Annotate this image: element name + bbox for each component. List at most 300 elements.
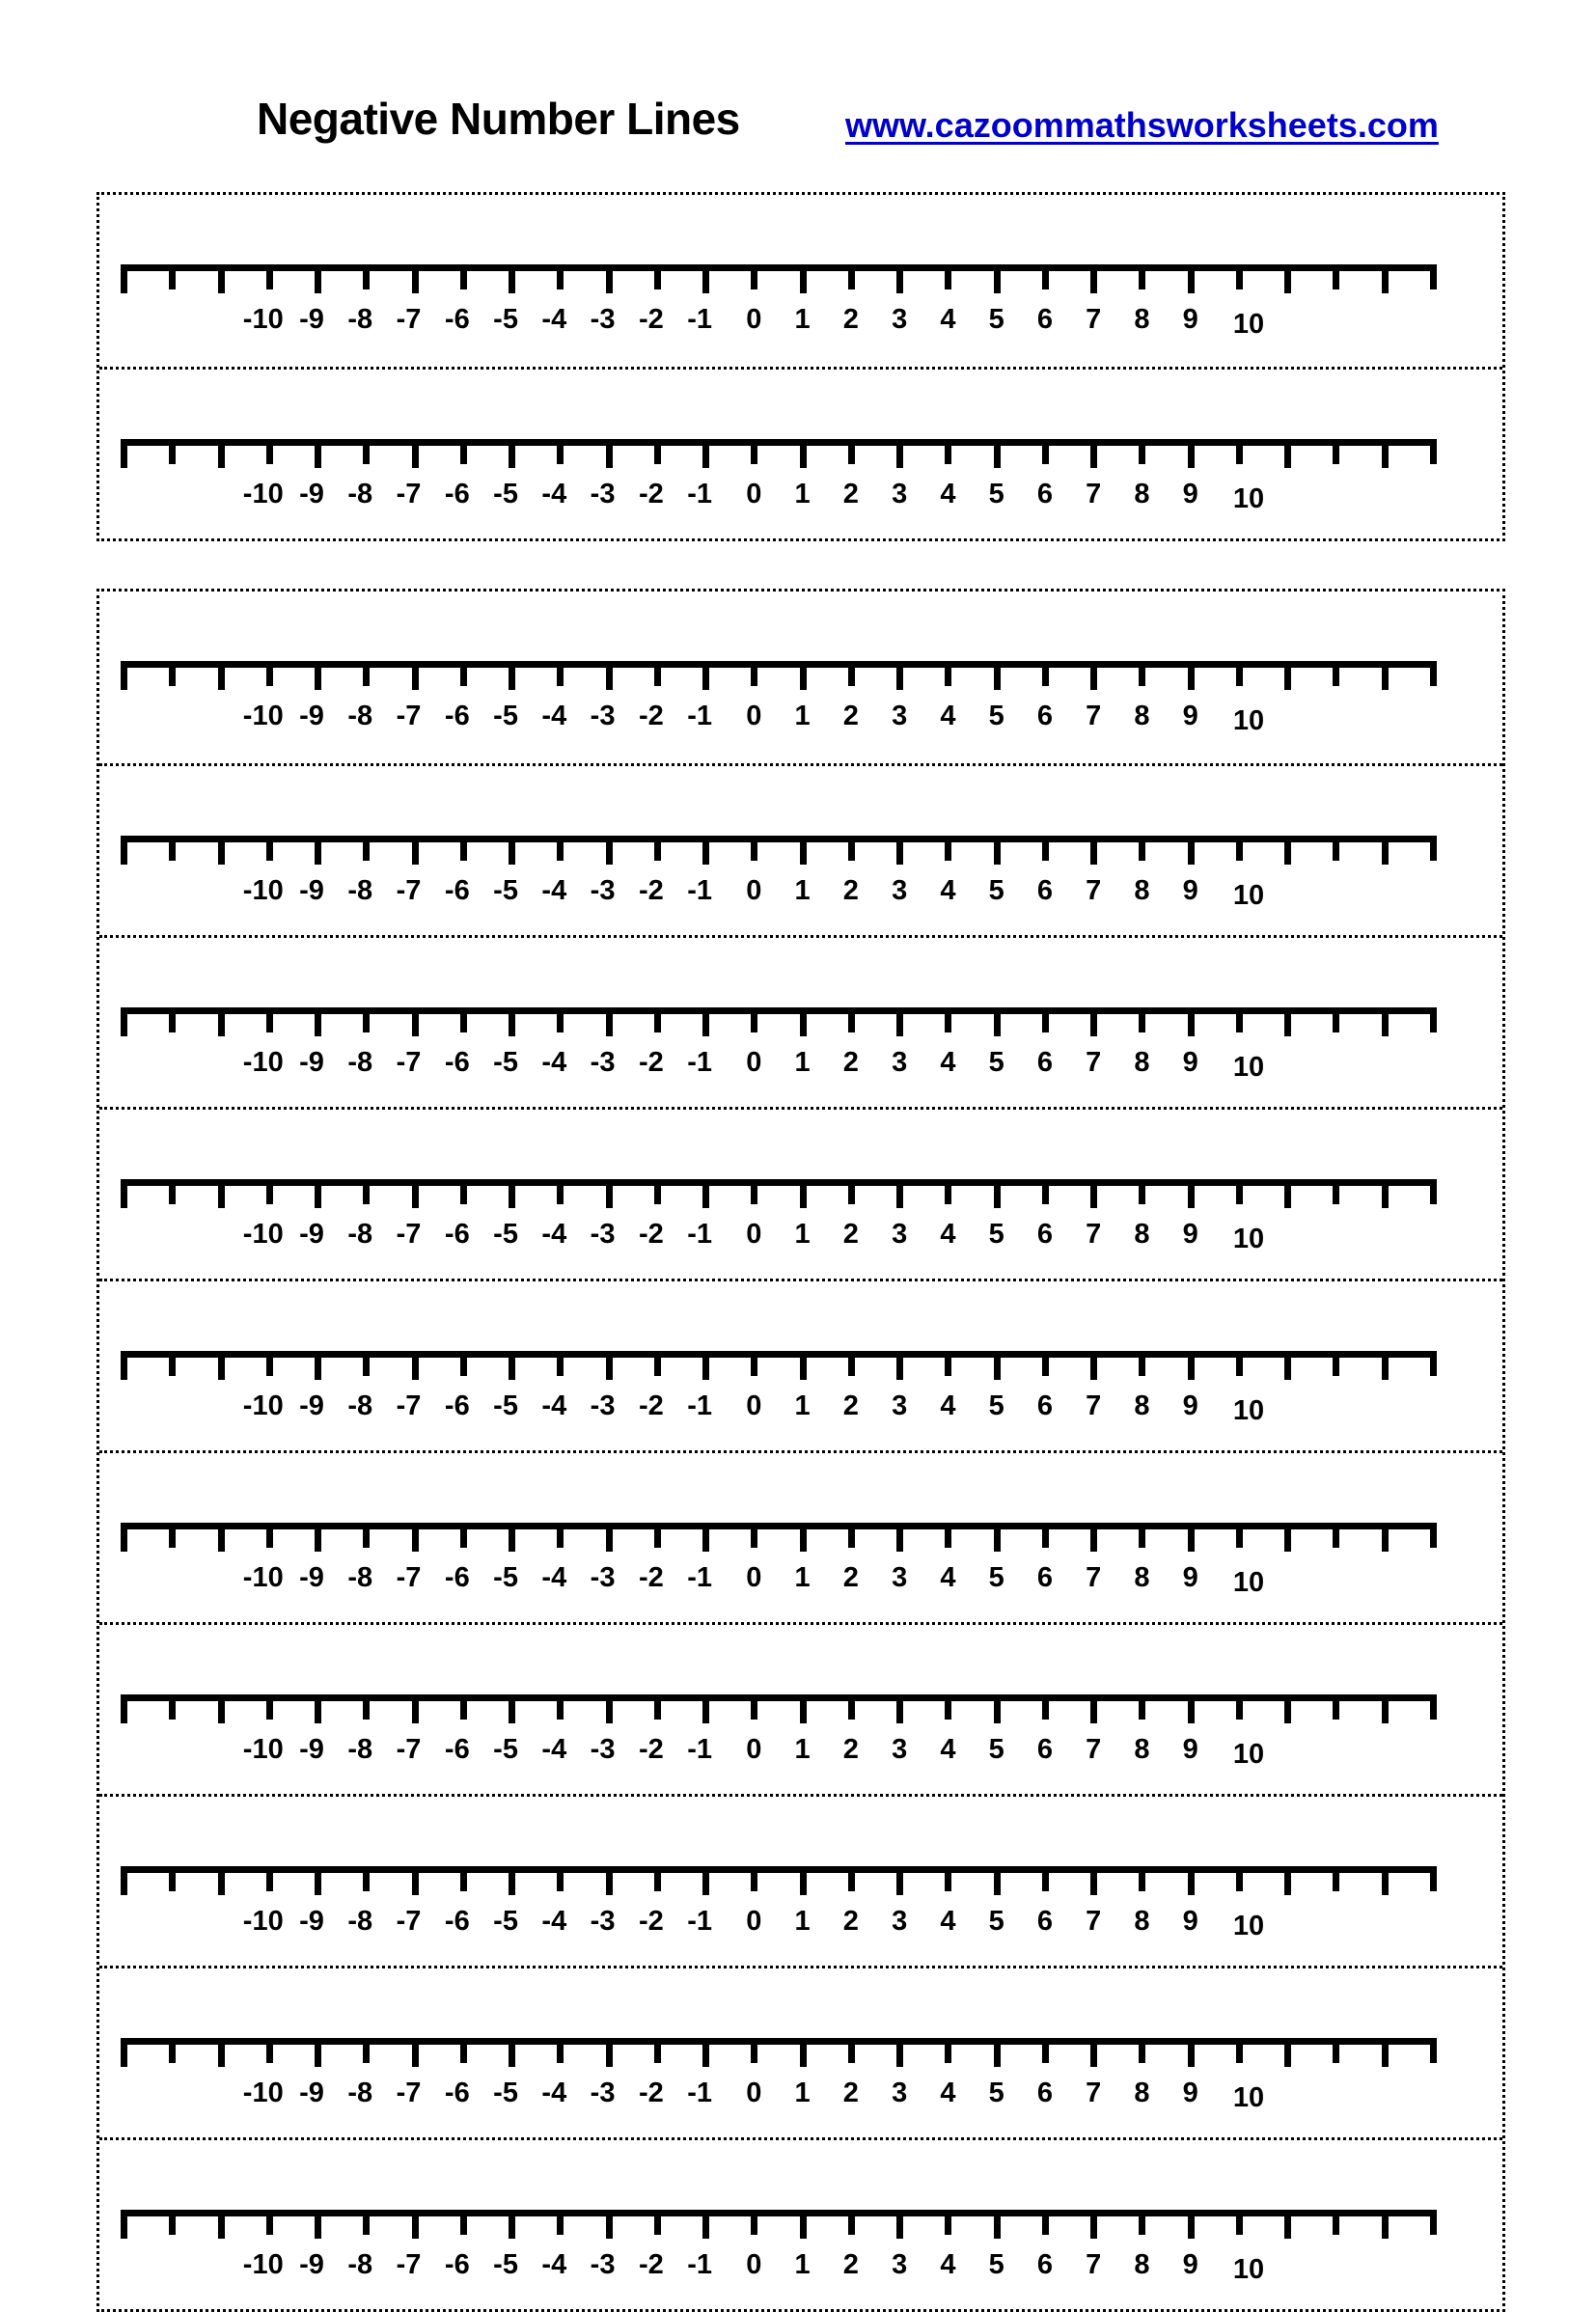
number-line-tick (509, 836, 515, 865)
number-line-label: 9 (1182, 479, 1198, 509)
number-line-label: -8 (347, 2249, 373, 2280)
number-line-label: 1 (794, 1562, 811, 1593)
number-line-row (99, 935, 1502, 1107)
number-line-label: 0 (746, 1562, 762, 1593)
number-line-label: 4 (940, 479, 956, 509)
number-line-label: 1 (794, 304, 811, 335)
number-line-label: -3 (590, 304, 616, 335)
number-line-tick (1333, 1523, 1339, 1548)
number-line-label: -7 (396, 1390, 422, 1421)
number-line-tick (1188, 1179, 1195, 1208)
number-line-label: 8 (1134, 304, 1150, 335)
number-line-tick (702, 1007, 709, 1036)
number-line-label: 5 (988, 1906, 1004, 1937)
worksheet-title: Negative Number Lines (257, 94, 740, 144)
number-line-label: 8 (1134, 1734, 1150, 1765)
number-line-tick (654, 2210, 661, 2235)
number-line-label: -5 (493, 1219, 518, 1250)
number-line-label: -1 (687, 1734, 713, 1765)
number-line-tick (945, 661, 951, 686)
number-line-tick (1139, 836, 1145, 861)
number-line-label: -6 (444, 1734, 470, 1765)
number-line-tick (1382, 661, 1389, 690)
number-line-tick (1236, 1866, 1243, 1891)
number-line-label: 9 (1182, 2078, 1198, 2108)
number-line-tick (315, 1694, 321, 1723)
number-line-tick (1236, 1351, 1243, 1376)
number-line-tick (218, 2210, 225, 2239)
number-line-label: 6 (1036, 701, 1053, 731)
number-line-label: 6 (1036, 1906, 1053, 1937)
number-line-tick (218, 1866, 225, 1895)
number-line-tick (218, 264, 225, 293)
number-line-label: 1 (794, 1219, 811, 1250)
number-line-tick (1382, 1523, 1389, 1552)
number-line-tick (1382, 1866, 1389, 1895)
number-line-tick (218, 2038, 225, 2067)
number-line-tick (412, 264, 419, 293)
number-line-tick (1284, 1694, 1291, 1723)
number-line-label: 5 (988, 1047, 1004, 1078)
number-line-tick (218, 1007, 225, 1036)
number-line-tick (702, 836, 709, 865)
number-line-label: -5 (493, 479, 518, 509)
number-line-label: 4 (940, 2249, 956, 2280)
number-line-label: 9 (1182, 2249, 1198, 2280)
number-line-tick (169, 1523, 176, 1548)
number-line-tick (896, 264, 903, 293)
number-line-tick (945, 2210, 951, 2235)
number-line-label: -6 (444, 304, 470, 335)
number-line-label: 0 (746, 875, 762, 906)
number-line-row (99, 763, 1502, 935)
number-line-tick (218, 1523, 225, 1552)
number-line-tick (1042, 1179, 1049, 1204)
number-line-tick (1139, 439, 1145, 464)
number-line-tick (654, 1866, 661, 1891)
number-line-tick (121, 264, 127, 293)
number-line-tick (218, 1694, 225, 1723)
number-line-label: 6 (1036, 1219, 1053, 1250)
number-line-label: -4 (541, 1390, 567, 1421)
number-line-tick (848, 1523, 855, 1548)
number-line-tick (1430, 1523, 1437, 1548)
number-line-tick (1430, 1866, 1437, 1891)
number-line-tick (509, 264, 515, 293)
number-line-label: 3 (892, 479, 908, 509)
number-line-label: -9 (299, 2249, 324, 2280)
number-line-tick (121, 2210, 127, 2239)
number-line-label: 2 (842, 1219, 859, 1250)
number-line-tick (654, 1179, 661, 1204)
number-line-row (99, 1450, 1502, 1622)
number-line-tick (1284, 264, 1291, 293)
number-line-tick (1139, 264, 1145, 289)
number-line-tick (800, 264, 807, 293)
number-line-tick (412, 1866, 419, 1895)
number-line-label: -7 (396, 2078, 422, 2108)
number-line-row (99, 1107, 1502, 1279)
number-line-label: -7 (396, 479, 422, 509)
number-line-label: -8 (347, 1734, 373, 1765)
number-line-label: 5 (988, 701, 1004, 731)
number-line-tick (848, 1179, 855, 1204)
number-line-tick (606, 2210, 613, 2239)
number-line-tick (654, 661, 661, 686)
number-line-label: -10 (242, 1562, 284, 1593)
number-line-tick (606, 2038, 613, 2067)
number-line-label: 9 (1182, 875, 1198, 906)
number-line-tick (121, 1866, 127, 1895)
number-line-label: -3 (590, 701, 616, 731)
number-line-label: -8 (347, 304, 373, 335)
number-line-tick (751, 1866, 757, 1891)
number-line-label: -8 (347, 1047, 373, 1078)
number-line-label: -9 (299, 1219, 324, 1250)
number-line-label: 6 (1036, 875, 1053, 906)
number-line-tick (1188, 439, 1195, 468)
number-line-tick (218, 661, 225, 690)
number-line-tick (121, 836, 127, 865)
number-line-tick (460, 1179, 467, 1204)
number-line-label: 5 (988, 1219, 1004, 1250)
number-line-tick (994, 1351, 1001, 1380)
number-line-tick (557, 836, 564, 861)
number-line-label: -4 (541, 1734, 567, 1765)
number-line-tick (363, 1351, 370, 1376)
number-line-tick (315, 439, 321, 468)
number-line-label: -4 (541, 304, 567, 335)
number-line-label: -1 (687, 875, 713, 906)
number-line-tick (945, 1523, 951, 1548)
number-line-tick (1333, 836, 1339, 861)
number-line-tick (557, 2038, 564, 2063)
number-line-label: -2 (638, 479, 664, 509)
number-line-tick (945, 1866, 951, 1891)
number-line-tick (412, 1694, 419, 1723)
number-line-row (99, 1966, 1502, 2137)
number-line-label: 9 (1182, 1390, 1198, 1421)
number-line-label: 8 (1134, 1390, 1150, 1421)
number-line-tick (945, 1179, 951, 1204)
number-line-tick (994, 661, 1001, 690)
number-line-label: 10 (1232, 1739, 1265, 1770)
number-line-tick (800, 836, 807, 865)
number-line-tick (509, 1866, 515, 1895)
number-line-row (99, 2137, 1502, 2309)
number-line-label: -10 (242, 1047, 284, 1078)
number-line-tick (363, 439, 370, 464)
number-line-label: -6 (444, 701, 470, 731)
number-line-tick (557, 1179, 564, 1204)
number-line-tick (460, 661, 467, 686)
number-line-label: 3 (892, 2249, 908, 2280)
number-line-label: -6 (444, 1390, 470, 1421)
number-line-tick (169, 1866, 176, 1891)
number-line-label: 1 (794, 479, 811, 509)
number-line-label: -1 (687, 1906, 713, 1937)
number-line-tick (218, 439, 225, 468)
number-line-tick (121, 1179, 127, 1208)
number-line-tick (557, 439, 564, 464)
number-line-label: -10 (242, 479, 284, 509)
number-line-tick (557, 2210, 564, 2235)
number-line-label: 5 (988, 2249, 1004, 2280)
number-line-tick (945, 2038, 951, 2063)
number-line-tick (606, 439, 613, 468)
number-line-label: 4 (940, 1219, 956, 1250)
number-line-tick (1236, 1007, 1243, 1032)
number-line-label: -6 (444, 2249, 470, 2280)
number-line-tick (169, 264, 176, 289)
number-line-tick (460, 1523, 467, 1548)
number-line-label: -2 (638, 1734, 664, 1765)
number-line-tick (266, 1179, 273, 1204)
number-line-label: 1 (794, 1734, 811, 1765)
number-line-label: -9 (299, 304, 324, 335)
number-line-tick (460, 439, 467, 464)
number-line-tick (1333, 661, 1339, 686)
number-line-label: 10 (1232, 1395, 1265, 1426)
number-line-label: -1 (687, 1047, 713, 1078)
number-line-tick (848, 439, 855, 464)
number-line-tick (800, 1179, 807, 1208)
number-line-tick (1042, 2210, 1049, 2235)
number-line-label: -1 (687, 1562, 713, 1593)
number-line-label: -6 (444, 479, 470, 509)
number-line-tick (1333, 264, 1339, 289)
number-line-tick (1139, 1523, 1145, 1548)
number-line-label: 6 (1036, 479, 1053, 509)
number-line-label: -4 (541, 1047, 567, 1078)
number-line-label: -4 (541, 701, 567, 731)
number-line-tick (945, 836, 951, 861)
number-line-label: -3 (590, 479, 616, 509)
number-line-tick (1430, 439, 1437, 464)
number-line-tick (800, 1866, 807, 1895)
number-line-tick (1090, 1007, 1097, 1036)
number-line-tick (1188, 836, 1195, 865)
number-line-tick (121, 439, 127, 468)
number-line-label: -5 (493, 1390, 518, 1421)
number-line-label: -7 (396, 1906, 422, 1937)
number-line-label: 0 (746, 304, 762, 335)
number-line-tick (266, 1523, 273, 1548)
number-line-group-1 (96, 192, 1505, 541)
number-line-tick (896, 1007, 903, 1036)
number-line-tick (1382, 1351, 1389, 1380)
number-line-label: 10 (1232, 309, 1265, 340)
number-line-tick (1090, 2038, 1097, 2067)
number-line-label: -7 (396, 875, 422, 906)
number-line-label: -3 (590, 1219, 616, 1250)
number-line-tick (751, 1694, 757, 1720)
number-line-label: 2 (842, 479, 859, 509)
number-line-label: -3 (590, 1734, 616, 1765)
number-line-tick (1236, 661, 1243, 686)
number-line-tick (412, 1351, 419, 1380)
number-line-label: -10 (242, 1734, 284, 1765)
number-line-tick (1090, 1523, 1097, 1552)
number-line-label: -7 (396, 701, 422, 731)
number-line-tick (1090, 439, 1097, 468)
website-link[interactable]: www.cazoommathsworksheets.com (845, 105, 1439, 145)
number-line-tick (994, 1694, 1001, 1723)
number-line-tick (1139, 1179, 1145, 1204)
number-line-tick (994, 1866, 1001, 1895)
number-line-tick (848, 836, 855, 861)
number-line-tick (1090, 836, 1097, 865)
number-line-tick (557, 264, 564, 289)
number-line-tick (1139, 661, 1145, 686)
number-line-tick (1139, 1007, 1145, 1032)
number-line-label: 9 (1182, 1906, 1198, 1937)
number-line-label: -2 (638, 1390, 664, 1421)
number-line-tick (1284, 1523, 1291, 1552)
number-line-tick (994, 836, 1001, 865)
number-line-label: 3 (892, 1734, 908, 1765)
number-line-tick (1284, 836, 1291, 865)
number-line-tick (606, 1523, 613, 1552)
number-line-tick (1236, 439, 1243, 464)
number-line-tick (751, 439, 757, 464)
number-line-tick (606, 661, 613, 690)
number-line-tick (315, 2210, 321, 2239)
number-line-row (99, 592, 1502, 763)
number-line-tick (606, 1694, 613, 1723)
number-line-label: 3 (892, 701, 908, 731)
number-line-label: 2 (842, 1047, 859, 1078)
number-line-label: 0 (746, 701, 762, 731)
number-line-label: -10 (242, 304, 284, 335)
number-line-tick (460, 264, 467, 289)
number-line-tick (994, 1523, 1001, 1552)
number-line-label: 1 (794, 1906, 811, 1937)
number-line-label: -3 (590, 1390, 616, 1421)
number-line-tick (800, 2038, 807, 2067)
number-line-label: 7 (1086, 1047, 1102, 1078)
number-line-label: 7 (1086, 1906, 1102, 1937)
number-line-label: 0 (746, 2078, 762, 2108)
number-line-tick (1236, 2210, 1243, 2235)
number-line-tick (1284, 1179, 1291, 1208)
number-line-tick (1284, 1351, 1291, 1380)
number-line-tick (800, 1351, 807, 1380)
number-line-tick (412, 836, 419, 865)
number-line-label: -5 (493, 2249, 518, 2280)
number-line-tick (896, 1866, 903, 1895)
number-line-label: 8 (1134, 875, 1150, 906)
number-line-tick (509, 2038, 515, 2067)
number-line-label: 3 (892, 1562, 908, 1593)
number-line-label: 3 (892, 1390, 908, 1421)
number-line-label: -8 (347, 1219, 373, 1250)
number-line-label: -2 (638, 1047, 664, 1078)
number-line-label: -3 (590, 1562, 616, 1593)
number-line-label: -9 (299, 1390, 324, 1421)
number-line-label: -7 (396, 304, 422, 335)
number-line-tick (1188, 1866, 1195, 1895)
number-line-label: -5 (493, 701, 518, 731)
number-line-label: -9 (299, 1906, 324, 1937)
number-line-tick (412, 661, 419, 690)
number-line-label: -3 (590, 1906, 616, 1937)
number-line-tick (266, 1694, 273, 1720)
number-line-tick (896, 836, 903, 865)
number-line-tick (1042, 1694, 1049, 1720)
number-line-tick (800, 661, 807, 690)
number-line-tick (848, 1866, 855, 1891)
number-line-label: 7 (1086, 479, 1102, 509)
number-line-tick (412, 1523, 419, 1552)
number-line-label: 9 (1182, 1734, 1198, 1765)
number-line-tick (412, 439, 419, 468)
number-line-tick (1382, 836, 1389, 865)
number-line-label: 10 (1232, 483, 1265, 514)
number-line-tick (848, 2210, 855, 2235)
number-line-label: 9 (1182, 304, 1198, 335)
number-line-tick (1090, 1866, 1097, 1895)
number-line-tick (121, 1351, 127, 1380)
number-line-label: 1 (794, 1390, 811, 1421)
number-line-label: 2 (842, 1562, 859, 1593)
number-line-tick (702, 661, 709, 690)
number-line-label: -2 (638, 304, 664, 335)
number-line-tick (945, 264, 951, 289)
number-line-tick (315, 264, 321, 293)
number-line-tick (896, 2210, 903, 2239)
number-line-tick (1382, 439, 1389, 468)
number-line-label: -1 (687, 2249, 713, 2280)
number-line-tick (1430, 836, 1437, 861)
number-line-label: 5 (988, 304, 1004, 335)
number-line-tick (1188, 1694, 1195, 1723)
number-line-label: 6 (1036, 1047, 1053, 1078)
number-line-label: -1 (687, 479, 713, 509)
number-line-tick (654, 264, 661, 289)
number-line-tick (169, 661, 176, 686)
number-line-tick (702, 1351, 709, 1380)
number-line-label: -2 (638, 1906, 664, 1937)
number-line-label: 10 (1232, 1911, 1265, 1941)
number-line-tick (896, 439, 903, 468)
number-line-row (99, 195, 1502, 367)
number-line-tick (945, 1007, 951, 1032)
number-line-label: -1 (687, 1390, 713, 1421)
number-line-label: -4 (541, 2249, 567, 2280)
number-line-label: 10 (1232, 1224, 1265, 1254)
number-line-label: -1 (687, 304, 713, 335)
number-line-tick (945, 1351, 951, 1376)
number-line-label: 5 (988, 875, 1004, 906)
number-line-tick (121, 661, 127, 690)
number-line-tick (1188, 1007, 1195, 1036)
number-line-tick (702, 1179, 709, 1208)
number-line-label: -7 (396, 1219, 422, 1250)
number-line-label: -8 (347, 875, 373, 906)
number-line-tick (702, 2038, 709, 2067)
number-line-label: -4 (541, 875, 567, 906)
number-line-tick (1382, 1694, 1389, 1723)
number-line-label: -4 (541, 479, 567, 509)
number-line-label: -1 (687, 2078, 713, 2108)
number-line-label: 6 (1036, 1390, 1053, 1421)
number-line-tick (1188, 2038, 1195, 2067)
number-line-tick (315, 1007, 321, 1036)
number-line-tick (1139, 1866, 1145, 1891)
number-line-tick (606, 1179, 613, 1208)
number-line-tick (412, 2210, 419, 2239)
